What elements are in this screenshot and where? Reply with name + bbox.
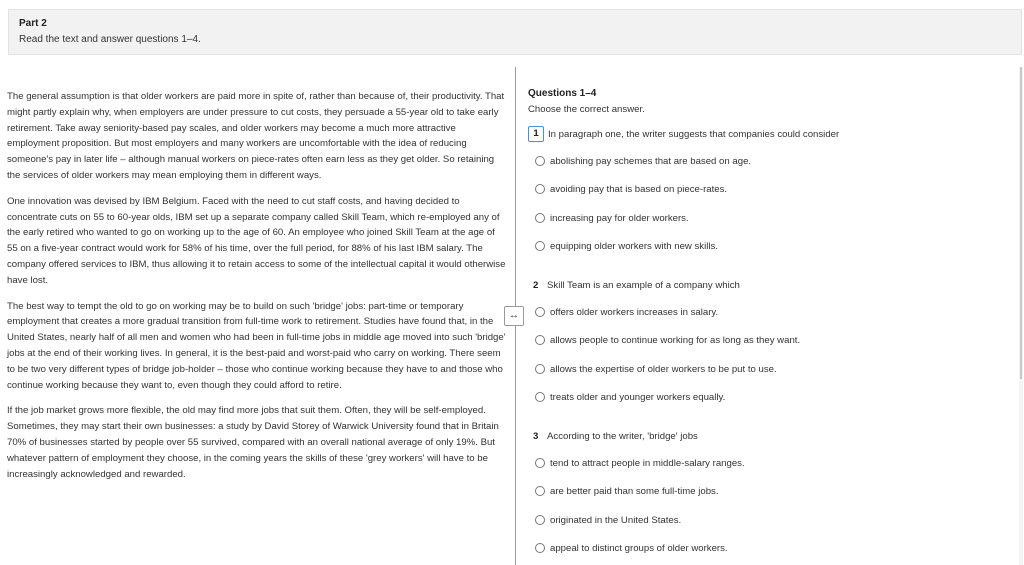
option-label: increasing pay for older workers. [550, 213, 689, 224]
q1-option-d[interactable] [535, 241, 718, 252]
option-label: tend to attract people in middle-salary ranges. [550, 458, 745, 469]
passage-paragraph-4: If the job market grows more flexible, the old may find more jobs that suit them. Often, they will be self-employed. Sometimes, they may start their own businesses: a study by David Storey of Warwick University found that in Britain 70% of businesses started by people over 55 survived, compared with an overall national average of only 19%. But whatever pattern of employment they choose, in the coming years the skills of these 'grey workers' will have to be increasingly acknowledged and rewarded. [7, 405, 499, 480]
q3-option-d[interactable] [535, 543, 728, 554]
option-label: avoiding pay that is based on piece-rates. [550, 184, 728, 195]
radio-button-icon[interactable] [535, 392, 545, 402]
radio-button-icon[interactable] [535, 515, 545, 525]
option-label: appeal to distinct groups of older workers. [550, 543, 728, 554]
radio-button-icon[interactable] [535, 156, 545, 166]
q3-option-a[interactable] [535, 458, 745, 469]
part-header [8, 9, 1022, 55]
option-label: treats older and younger workers equally. [550, 392, 726, 403]
radio-button-icon[interactable] [535, 307, 545, 317]
radio-button-icon[interactable] [535, 486, 545, 496]
radio-button-icon[interactable] [535, 364, 545, 374]
passage-paragraph-1: The general assumption is that older workers are paid more in spite of, rather than because of, their productivity. That might partly explain why, when employers are under pressure to cut costs, they persuade a 55-year old to take early retirement. Take away seniority-based pay scales, and older workers may become a much more attractive employment proposition. But most employers and many workers are uncomfortable with the idea of reducing someone's pay in later life – although manual workers on piece-rates often earn less as they get older. So retaining the services of older workers may mean employing them in different ways. [7, 91, 505, 181]
questions-instructions: Choose the correct answer. [528, 104, 645, 115]
radio-button-icon[interactable] [535, 184, 545, 194]
scrollbar-thumb[interactable] [1020, 67, 1022, 379]
radio-button-icon[interactable] [535, 335, 545, 345]
q1-option-b[interactable] [535, 184, 727, 195]
q1-option-c[interactable] [535, 213, 689, 224]
question-3-stem: According to the writer, 'bridge' jobs [547, 431, 698, 442]
radio-button-icon[interactable] [535, 241, 545, 251]
question-1-stem: In paragraph one, the writer suggests that companies could consider [548, 129, 840, 140]
questions-title: Questions 1–4 [528, 88, 597, 99]
passage-paragraph-2: One innovation was devised by IBM Belgium. Faced with the need to cut staff costs, and having decided to concentrate cuts on 55 to 60-year olds, IBM set up a separate company called Skill Team, which re-employed any of the early retired who wanted to go on working up to the age of 60. An employee who joined Skill Team at the age of 55 on a five-year contract would work for 58% of his time, over the full period, for 88% of his last IBM salary. The company offered services to IBM, thus allowing it to retain access to some of the intellectual capital it would otherwise have lost. [7, 195, 506, 286]
question-1-number[interactable]: 1 [528, 126, 544, 142]
radio-button-icon[interactable] [535, 543, 545, 553]
question-2-number: 2 [533, 280, 539, 291]
q2-option-b[interactable] [535, 335, 800, 346]
option-label: offers older workers increases in salary. [550, 307, 719, 318]
q1-option-a[interactable] [535, 156, 751, 167]
reading-passage [7, 89, 507, 492]
resize-arrows-icon[interactable]: ↔ [504, 306, 524, 326]
option-label: equipping older workers with new skills. [550, 241, 718, 252]
radio-button-icon[interactable] [535, 213, 545, 223]
q3-option-b[interactable] [535, 486, 719, 497]
option-label: are better paid than some full-time jobs. [550, 486, 719, 497]
question-2-stem: Skill Team is an example of a company which [547, 280, 740, 291]
option-label: abolishing pay schemes that are based on age. [550, 156, 752, 167]
q2-option-a[interactable] [535, 307, 718, 318]
option-label: originated in the United States. [550, 515, 682, 526]
radio-button-icon[interactable] [535, 458, 545, 468]
q3-option-c[interactable] [535, 515, 681, 526]
option-label: allows the expertise of older workers to be put to use. [550, 364, 777, 375]
q2-option-d[interactable] [535, 392, 725, 403]
option-label: allows people to continue working for as long as they want. [550, 335, 801, 346]
q2-option-c[interactable] [535, 364, 777, 375]
part-title: Part 2 [19, 18, 47, 29]
question-3-number: 3 [533, 431, 539, 442]
part-instructions: Read the text and answer questions 1–4. [19, 34, 201, 45]
passage-paragraph-3: The best way to tempt the old to go on working may be to build on such 'bridge' jobs: part-time or temporary employment that creates a more gradual transition from full-time work to retirement. Studies have found that, in the United States, nearly half of all men and women who had been in full-time jobs in middle age moved into such 'bridge' jobs at the end of their working lives. In general, it is the best-paid and worst-paid who carry on working. There seem to be two very different types of bridge job-holder – those who continue working because they have to and those who continue working because they want to, even though they could afford to retire. [7, 300, 506, 391]
